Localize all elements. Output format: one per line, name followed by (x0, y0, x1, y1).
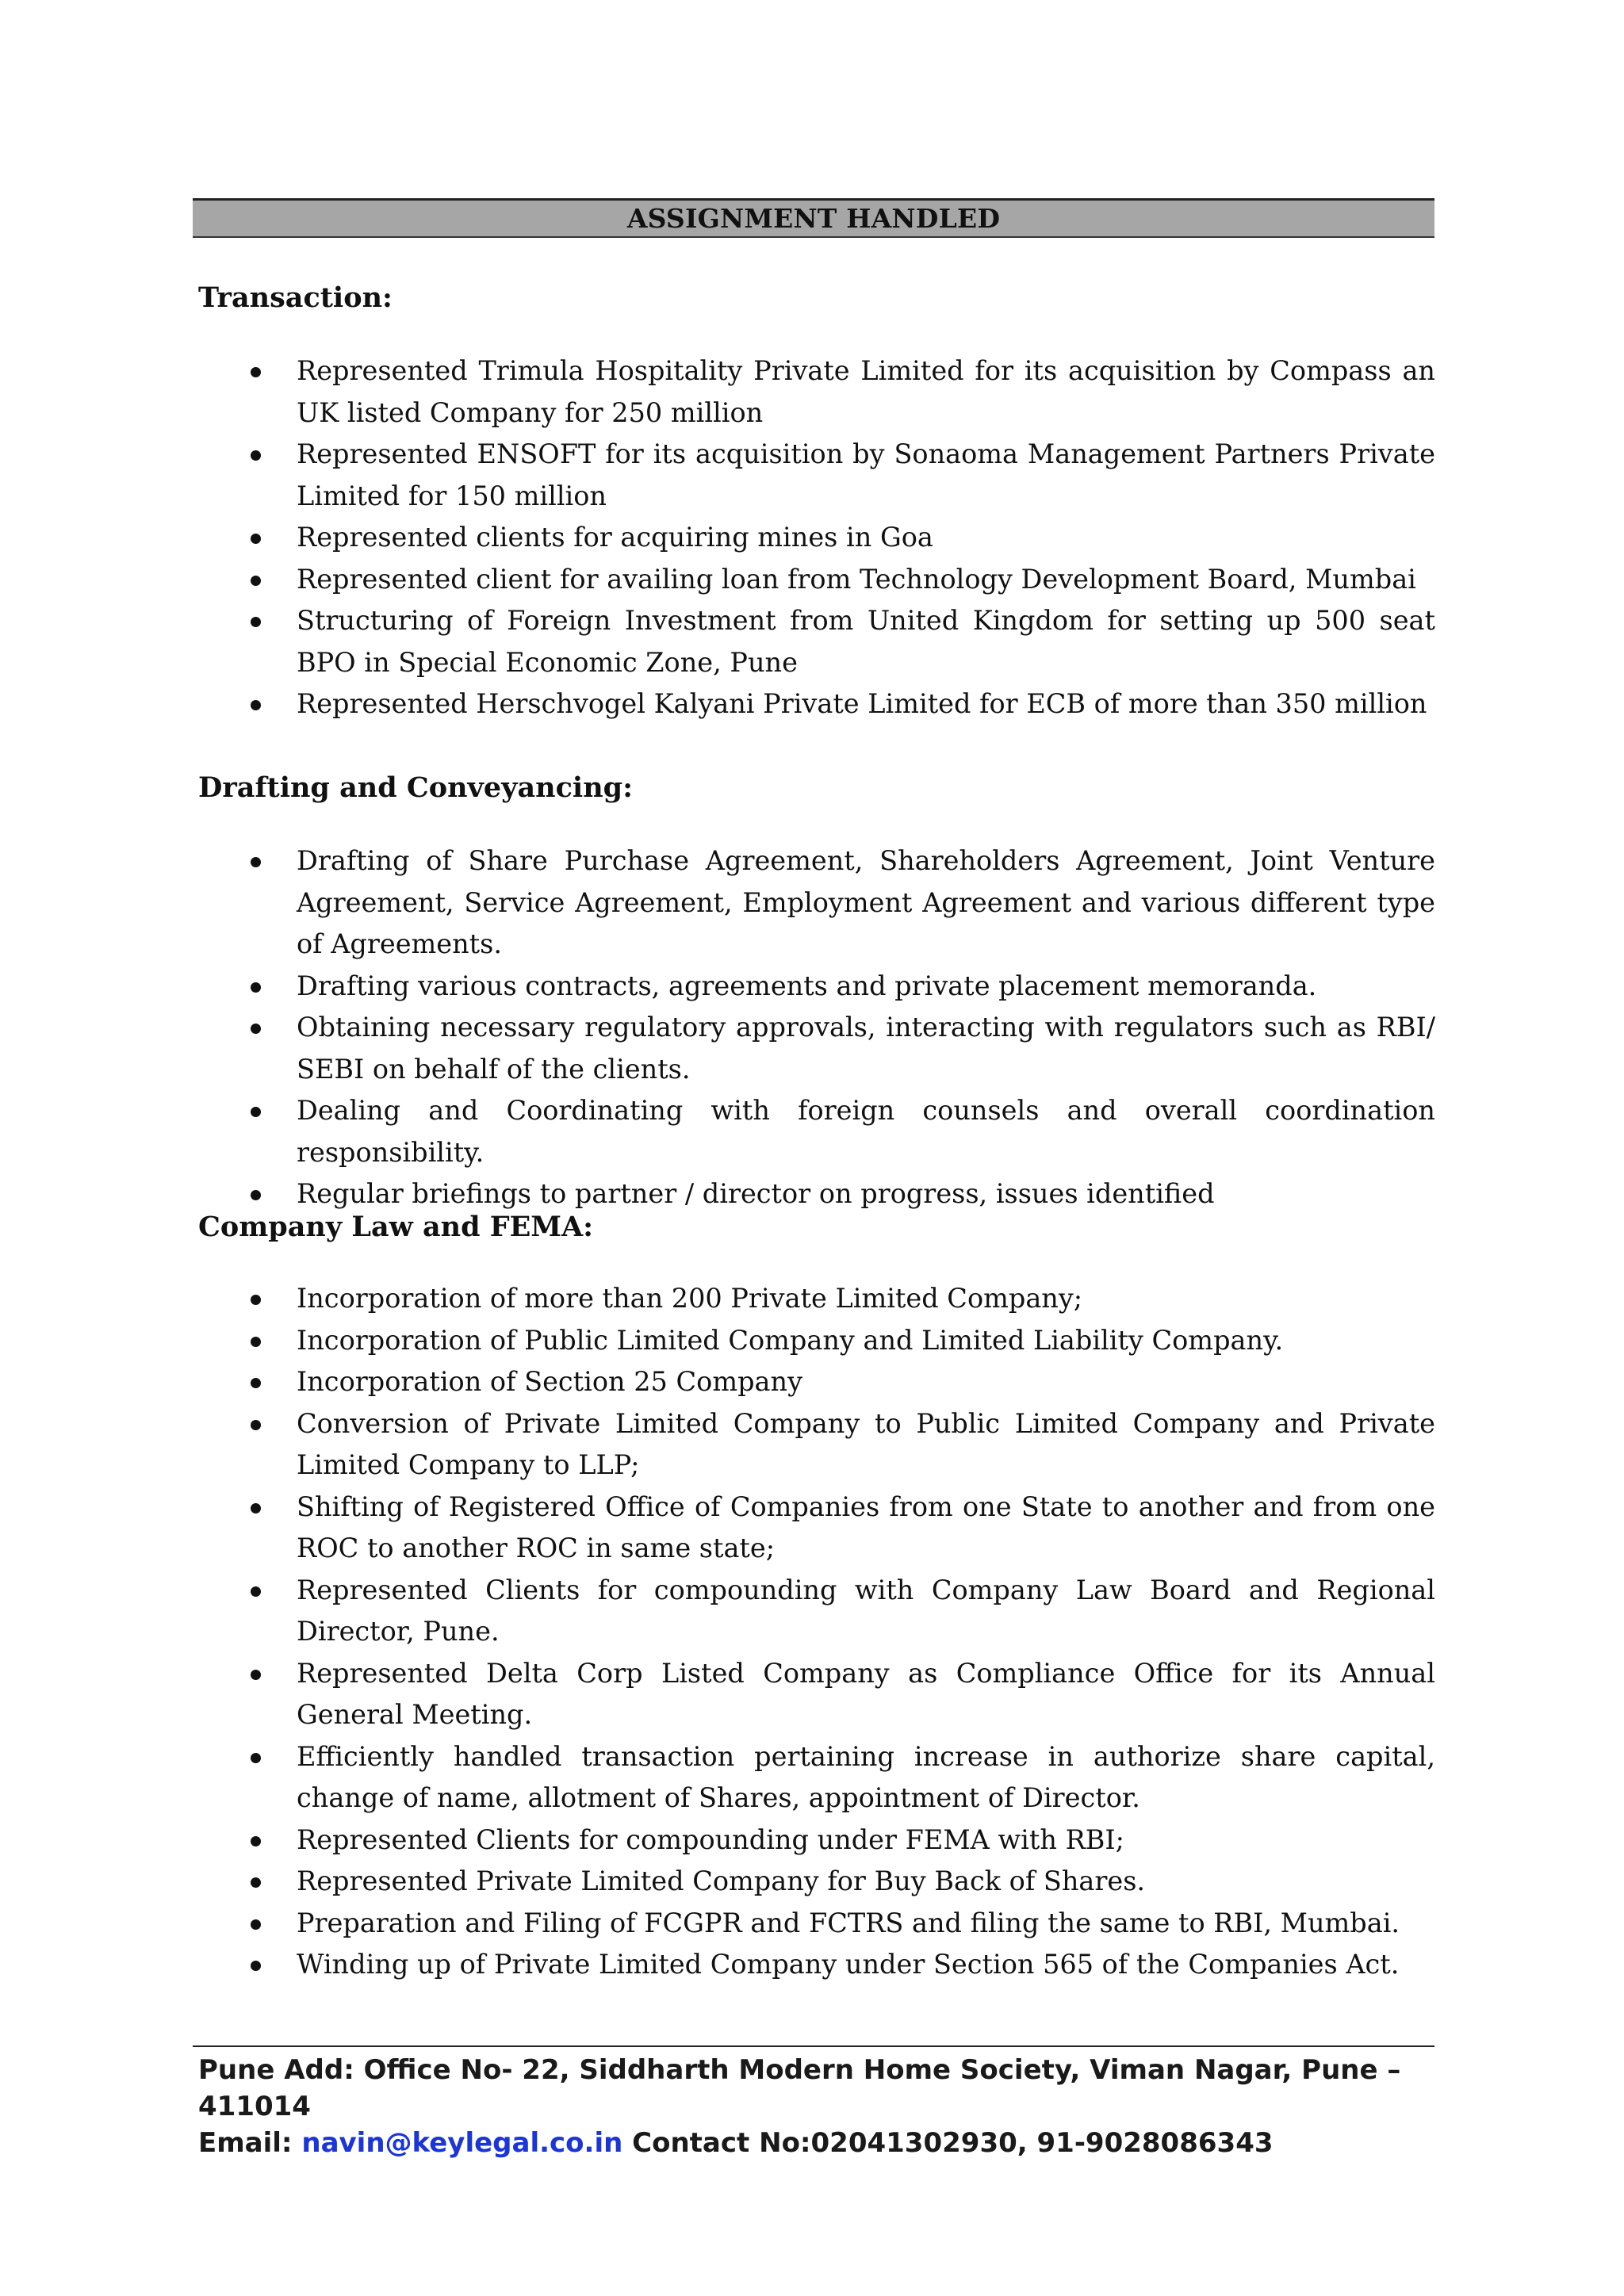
list-item: Incorporation of Section 25 Company (246, 1361, 1435, 1403)
company-law-list (246, 1278, 1435, 1986)
list-item: Obtaining necessary regulatory approvals, interacting with regulators such as RBI/ SEBI on behalf of the clients. (246, 1007, 1435, 1090)
list-item: Conversion of Private Limited Company to Public Limited Company and Private Limited Company to LLP; (246, 1403, 1435, 1487)
section-heading-transaction: Transaction: (198, 281, 393, 314)
list-item: Represented Trimula Hospitality Private Limited for its acquisition by Compass an UK listed Company for 250 million (246, 350, 1435, 434)
list-item: Winding up of Private Limited Company under Section 565 of the Companies Act. (246, 1944, 1435, 1986)
contact-number: Contact No:02041302930, 91-9028086343 (632, 2127, 1274, 2159)
email-label: Email: (198, 2127, 293, 2159)
list-item: Represented Herschvogel Kalyani Private Limited for ECB of more than 350 million (246, 683, 1435, 725)
list-item: Structuring of Foreign Investment from United Kingdom for setting up 500 seat BPO in Special Economic Zone, Pune (246, 600, 1435, 683)
list-item: Represented clients for acquiring mines in Goa (246, 517, 1435, 559)
footer-address: Pune Add: Office No- 22, Siddharth Modern Home Society, Viman Nagar, Pune – 411014 (198, 2054, 1401, 2122)
list-item: Efficiently handled transaction pertaining increase in authorize share capital, change of name, allotment of Shares, appointment of Director. (246, 1736, 1435, 1820)
list-item: Represented Private Limited Company for Buy Back of Shares. (246, 1861, 1435, 1903)
section-heading-drafting: Drafting and Conveyancing: (198, 771, 634, 804)
page-footer (198, 2052, 1435, 2161)
list-item: Drafting of Share Purchase Agreement, Shareholders Agreement, Joint Venture Agreement, Service Agreement, Employment Agreement and various different type of Agreements. (246, 840, 1435, 966)
list-item: Dealing and Coordinating with foreign counsels and overall coordination responsibility. (246, 1090, 1435, 1173)
list-item: Shifting of Registered Office of Companies from one State to another and from one ROC to another ROC in same state; (246, 1487, 1435, 1570)
list-item: Represented client for availing loan from Technology Development Board, Mumbai (246, 559, 1435, 601)
list-item: Represented ENSOFT for its acquisition by Sonaoma Management Partners Private Limited for 150 million (246, 434, 1435, 517)
footer-divider (193, 2045, 1434, 2047)
footer-contact-line (198, 2125, 1435, 2161)
list-item: Incorporation of more than 200 Private Limited Company; (246, 1278, 1435, 1320)
list-item: Represented Clients for compounding with Company Law Board and Regional Director, Pune. (246, 1570, 1435, 1653)
list-item: Regular briefings to partner / director on progress, issues identified (246, 1173, 1435, 1215)
list-item: Drafting various contracts, agreements and private placement memoranda. (246, 966, 1435, 1008)
list-item: Preparation and Filing of FCGPR and FCTRS and filing the same to RBI, Mumbai. (246, 1903, 1435, 1945)
list-item: Represented Clients for compounding under FEMA with RBI; (246, 1820, 1435, 1862)
drafting-list (246, 840, 1435, 1215)
page-title: ASSIGNMENT HANDLED (193, 198, 1434, 238)
list-item: Incorporation of Public Limited Company and Limited Liability Company. (246, 1320, 1435, 1362)
section-heading-company-law: Company Law and FEMA: (198, 1211, 594, 1243)
transaction-list (246, 350, 1435, 725)
list-item: Represented Delta Corp Listed Company as Compliance Office for its Annual General Meeting. (246, 1653, 1435, 1736)
email-link[interactable]: navin@keylegal.co.in (301, 2127, 623, 2159)
